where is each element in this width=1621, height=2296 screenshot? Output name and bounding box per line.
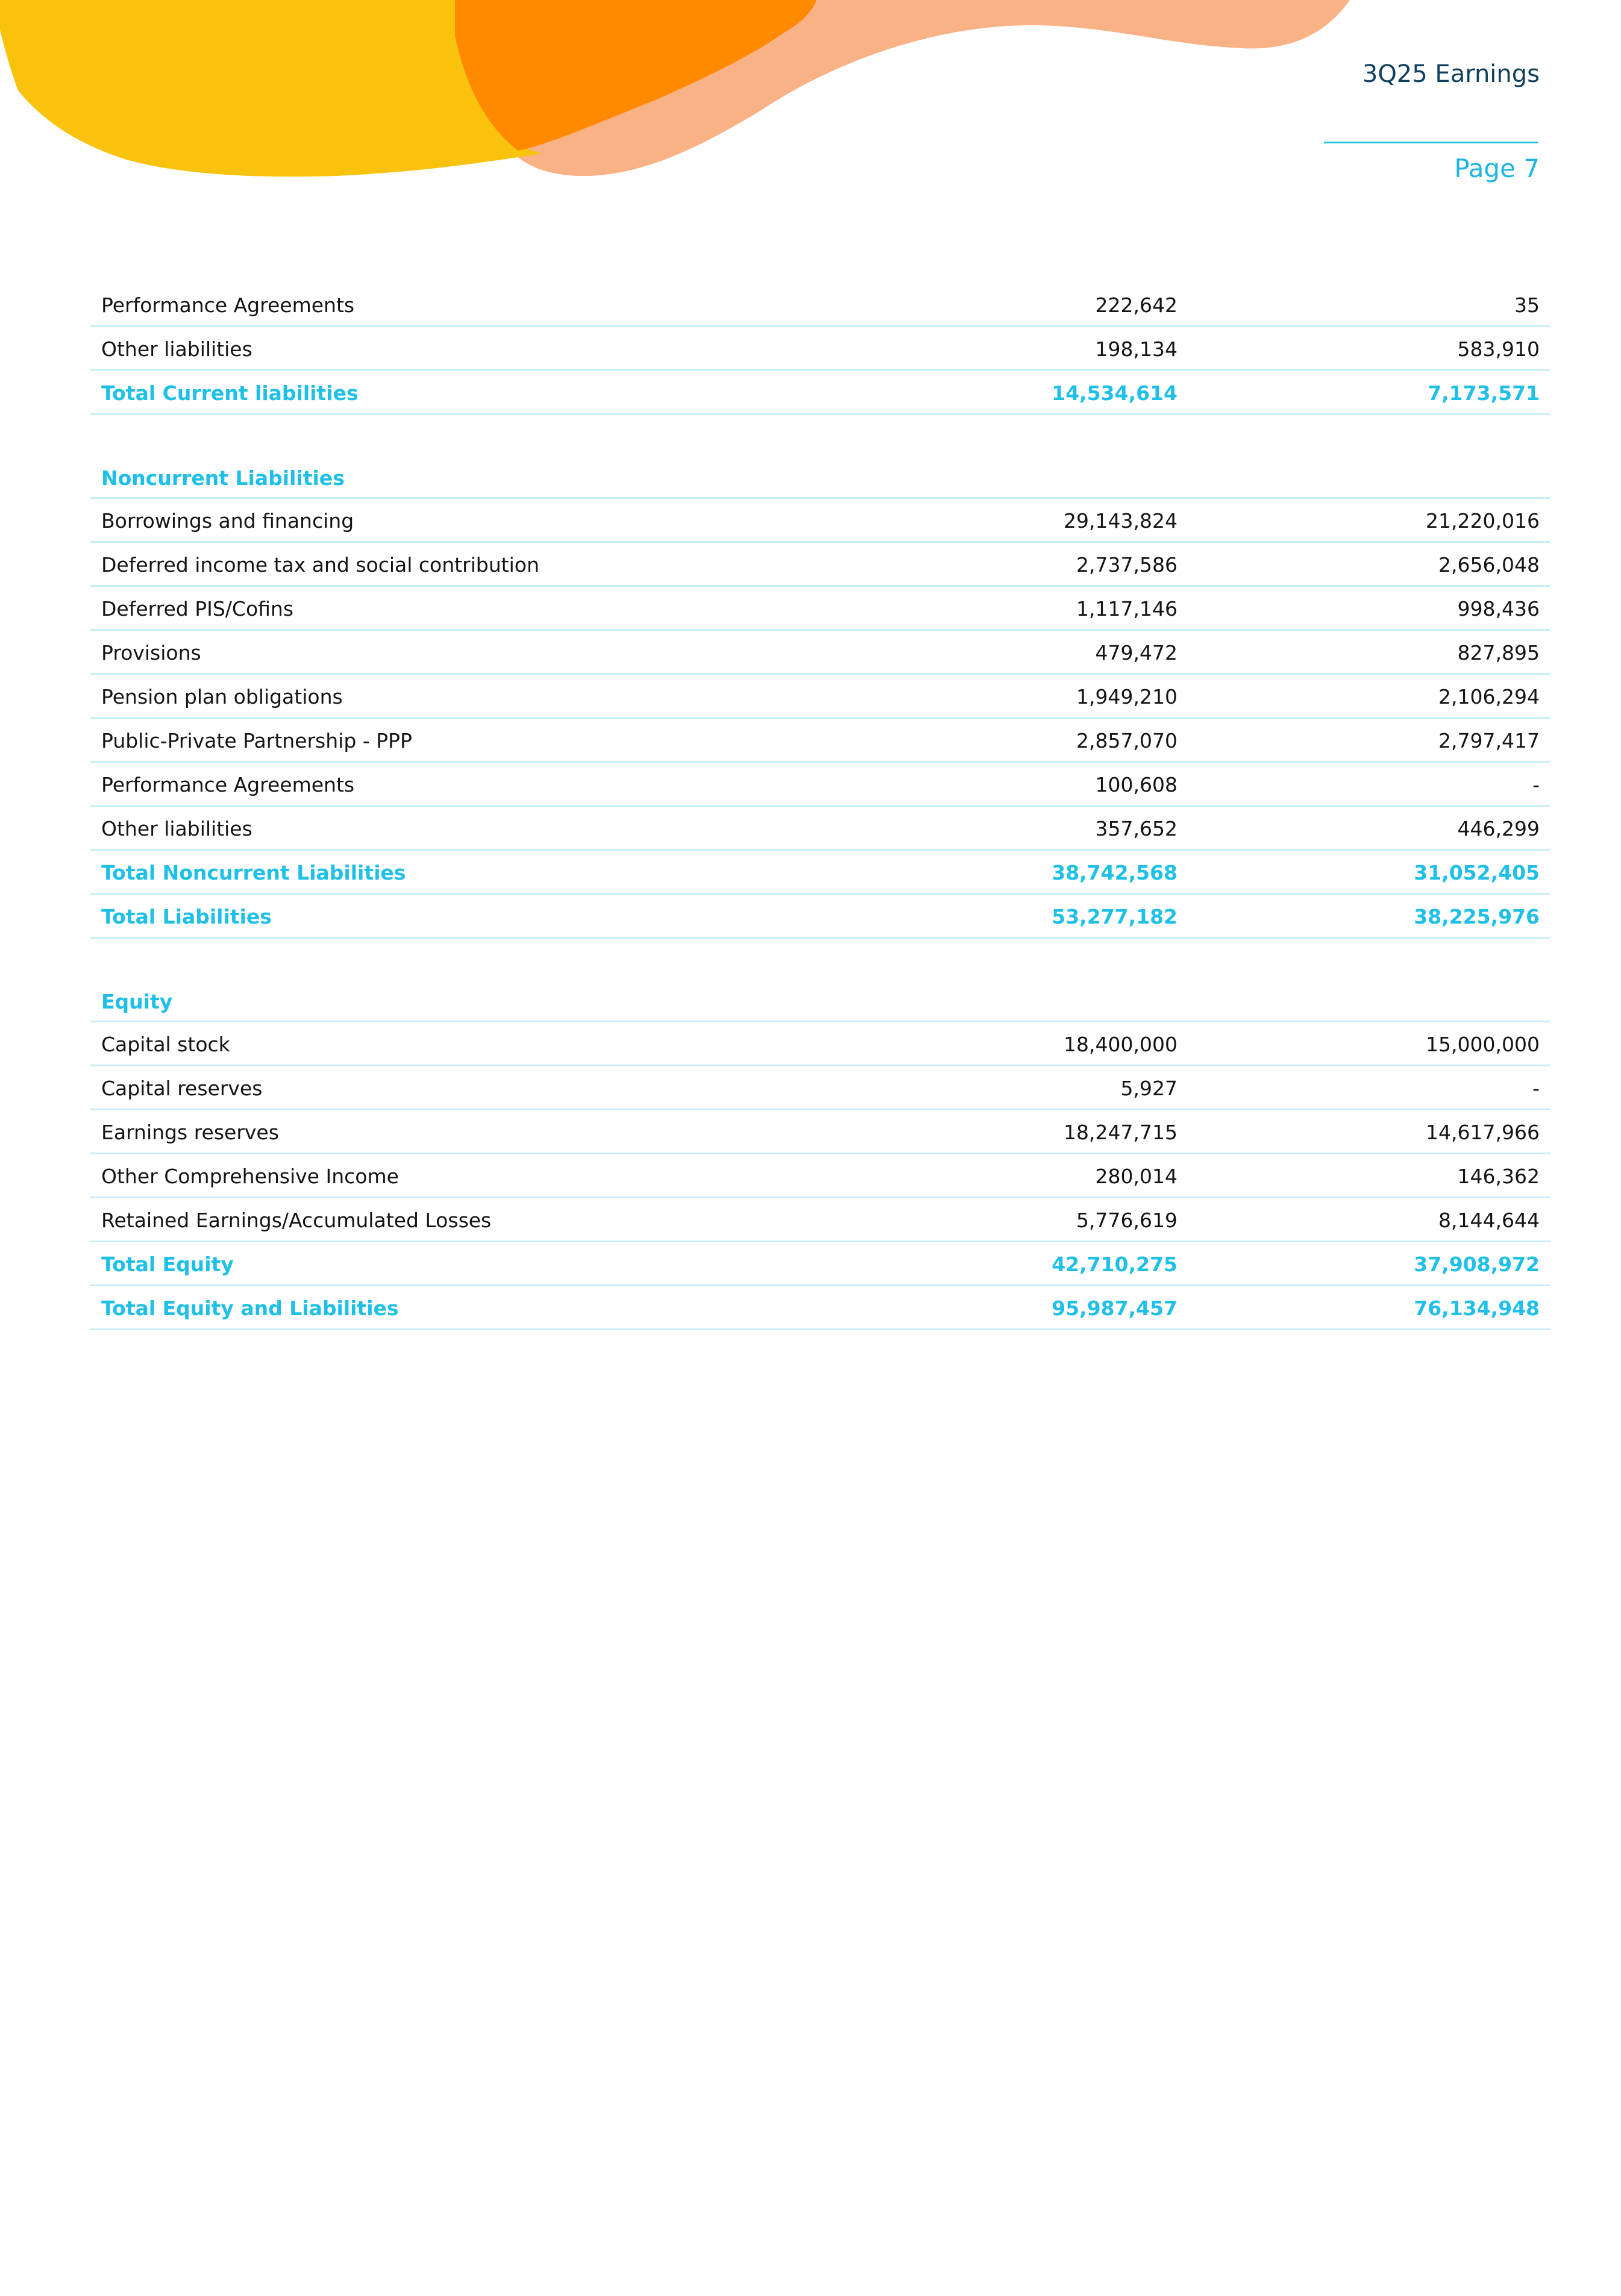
table-row [90, 763, 1550, 807]
row-label: Equity [101, 990, 173, 1013]
row-label: Total Current liabilities [101, 381, 359, 405]
row-label: Deferred income tax and social contribution [101, 553, 539, 577]
value-period-1: 2,857,070 [1076, 729, 1177, 752]
total-row [90, 895, 1550, 939]
table-row [90, 1198, 1550, 1242]
value-period-1: 1,117,146 [1076, 597, 1177, 621]
value-period-1: 479,472 [1095, 641, 1177, 665]
value-period-1: 53,277,182 [1052, 905, 1177, 928]
balance-sheet-table [90, 283, 1550, 1330]
value-period-1: 222,642 [1095, 293, 1177, 317]
value-period-2: 31,052,405 [1414, 861, 1540, 884]
row-label: Earnings reserves [101, 1121, 279, 1144]
value-period-1: 100,608 [1095, 773, 1177, 796]
value-period-1: 198,134 [1095, 337, 1177, 361]
value-period-2: 583,910 [1457, 337, 1540, 361]
table-spacer [90, 415, 1550, 456]
total-row [90, 1242, 1550, 1286]
table-row [90, 327, 1550, 371]
row-label: Pension plan obligations [101, 685, 343, 709]
table-row [90, 675, 1550, 719]
value-period-2: 146,362 [1457, 1165, 1540, 1188]
row-label: Total Equity [101, 1253, 234, 1276]
table-row [90, 807, 1550, 851]
value-period-2: 8,144,644 [1438, 1209, 1540, 1232]
table-row [90, 587, 1550, 631]
value-period-2: 2,106,294 [1438, 685, 1540, 709]
value-period-1: 29,143,824 [1064, 509, 1177, 533]
row-label: Public-Private Partnership - PPP [101, 729, 412, 752]
value-period-2: 998,436 [1457, 597, 1540, 621]
document-title: 3Q25 Earnings [1362, 60, 1540, 88]
total-row [90, 1286, 1550, 1330]
table-row [90, 631, 1550, 675]
header-decoration [0, 0, 1621, 193]
table-row [90, 719, 1550, 763]
row-label: Total Noncurrent Liabilities [101, 861, 406, 884]
value-period-2: 14,617,966 [1426, 1121, 1540, 1144]
value-period-1: 95,987,457 [1052, 1297, 1177, 1320]
value-period-2: 827,895 [1457, 641, 1540, 665]
row-label: Performance Agreements [101, 773, 355, 796]
row-label: Deferred PIS/Cofins [101, 597, 294, 621]
value-period-1: 18,247,715 [1064, 1121, 1177, 1144]
value-period-2: 2,656,048 [1438, 553, 1540, 577]
table-row [90, 499, 1550, 543]
row-label: Other liabilities [101, 337, 252, 361]
value-period-1: 14,534,614 [1052, 381, 1177, 405]
table-row [90, 283, 1550, 327]
value-period-2: - [1532, 773, 1540, 796]
value-period-2: 15,000,000 [1426, 1033, 1540, 1056]
table-row [90, 1110, 1550, 1154]
total-row [90, 851, 1550, 895]
row-label: Performance Agreements [101, 293, 355, 317]
table-row [90, 1154, 1550, 1198]
table-row [90, 1066, 1550, 1110]
value-period-1: 5,927 [1120, 1077, 1177, 1100]
row-label: Capital reserves [101, 1077, 263, 1100]
row-label: Other Comprehensive Income [101, 1165, 399, 1188]
row-label: Other liabilities [101, 817, 252, 840]
value-period-2: 446,299 [1457, 817, 1540, 840]
row-label: Borrowings and financing [101, 509, 354, 533]
row-label: Provisions [101, 641, 201, 665]
row-label: Total Liabilities [101, 905, 272, 928]
value-period-2: 2,797,417 [1438, 729, 1540, 752]
value-period-2: 21,220,016 [1426, 509, 1540, 533]
value-period-1: 2,737,586 [1076, 553, 1177, 577]
value-period-1: 38,742,568 [1052, 861, 1177, 884]
value-period-2: 35 [1514, 293, 1540, 317]
row-label: Capital stock [101, 1033, 230, 1056]
table-row [90, 1022, 1550, 1066]
page-number: Page 7 [1454, 154, 1540, 183]
total-row [90, 371, 1550, 415]
value-period-2: 37,908,972 [1414, 1253, 1540, 1276]
value-period-2: 76,134,948 [1414, 1297, 1540, 1320]
value-period-1: 42,710,275 [1052, 1253, 1177, 1276]
value-period-1: 357,652 [1095, 817, 1177, 840]
section-heading-row [90, 980, 1550, 1022]
value-period-2: - [1532, 1077, 1540, 1100]
table-spacer [90, 939, 1550, 980]
table-row [90, 543, 1550, 587]
row-label: Total Equity and Liabilities [101, 1297, 399, 1320]
value-period-2: 7,173,571 [1428, 381, 1540, 405]
value-period-1: 18,400,000 [1064, 1033, 1177, 1056]
value-period-1: 1,949,210 [1076, 685, 1177, 709]
value-period-2: 38,225,976 [1414, 905, 1540, 928]
value-period-1: 280,014 [1095, 1165, 1177, 1188]
row-label: Noncurrent Liabilities [101, 466, 345, 490]
section-heading-row [90, 456, 1550, 499]
value-period-1: 5,776,619 [1076, 1209, 1177, 1232]
header-divider [1324, 142, 1538, 143]
row-label: Retained Earnings/Accumulated Losses [101, 1209, 492, 1232]
